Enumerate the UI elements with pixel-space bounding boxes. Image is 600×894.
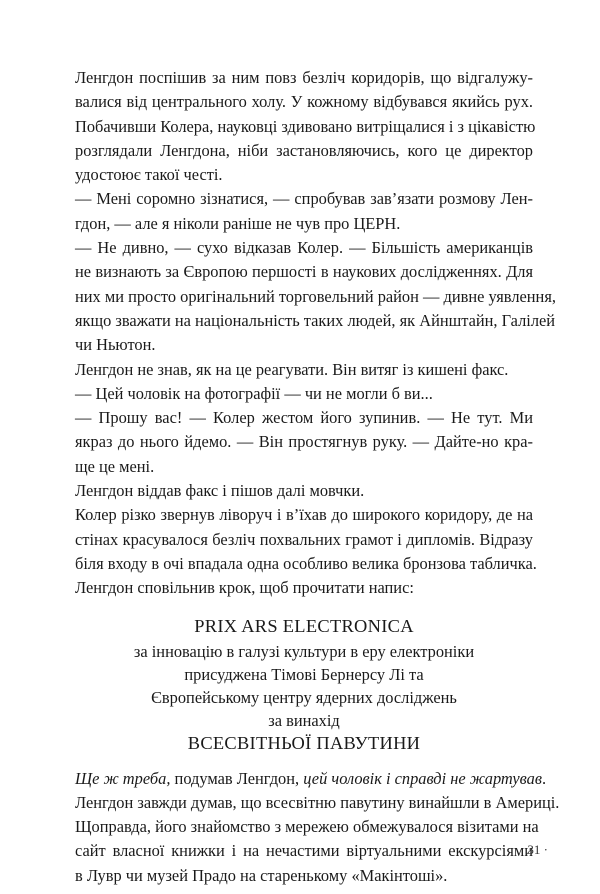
- text-line: Побачивши Колера, науковці здивовано витріщалися і з цікавістю: [75, 116, 536, 136]
- plaque-line-2: присуджена Тімові Бернерсу Лі та: [184, 664, 424, 684]
- plaque-line-3: Європейському центру ядерних досліджень: [151, 687, 457, 707]
- text-line: чи Ньютон.: [75, 335, 156, 355]
- text-line: ще це мені.: [75, 456, 155, 476]
- text-line: — Мені соромно зізнатися, — спробував зав’язати розмову Лен-: [75, 189, 533, 209]
- narration-1: подумав Ленгдон,: [170, 768, 304, 788]
- text-line: них ми просто оригінальний торговельний район — дивне уявлення,: [75, 286, 556, 306]
- plaque-line-4: за винахід: [268, 710, 340, 730]
- closing-first-line: [75, 767, 547, 791]
- closing-line: Ленгдон завжди думав, що всесвітню павутину винайшли в Америці.: [75, 792, 560, 812]
- paragraph: [75, 358, 533, 382]
- text-line: Ленгдон віддав факс і пішов далі мовчки.: [75, 481, 365, 501]
- text-line: удостоює такої честі.: [75, 165, 223, 185]
- paragraph: [75, 406, 533, 479]
- closing-line: сайт власної книжки і на нечастими віртуальними екскурсіями: [75, 841, 533, 861]
- paragraph: [75, 187, 533, 236]
- thought-2: цей чоловік і справді не жартував: [303, 768, 542, 788]
- text-line: — Прошу вас! — Колер жестом його зупинив. — Не тут. Ми: [75, 408, 533, 428]
- text-line: Ленгдон не знав, як на це реагувати. Він витяг із кишені факс.: [75, 359, 509, 379]
- page-number: 31 ·: [527, 842, 548, 857]
- text-line: — Не дивно, — сухо відказав Колер. — Більшість американців: [75, 238, 533, 258]
- plaque-line-5: ВСЕСВІТНЬОЇ ПАВУТИНИ: [187, 732, 421, 753]
- text-line: — Цей чоловік на фотографії — чи не могли б ви...: [75, 383, 433, 403]
- plaque-title: PRIX ARS ELECTRONICA: [194, 615, 414, 636]
- text-line: розглядали Ленгдона, ніби застановляючись, кого це директор: [75, 140, 533, 160]
- text-line: Ленгдон поспішив за ним повз безліч коридорів, що відгалужу-: [75, 68, 533, 87]
- narration-2: .: [541, 768, 547, 788]
- plaque-line-1: за інновацію в галузі культури в еру електроніки: [133, 641, 475, 661]
- closing-line: в Лувр чи музей Прадо на старенькому «Макінтоші».: [75, 865, 448, 885]
- text-line: гдон, — але я ніколи раніше не чув про ЦЕРН.: [75, 213, 401, 233]
- text-line: стінах красувалося безліч похвальних грамот і дипломів. Відразу: [75, 529, 533, 549]
- paragraph: [75, 236, 556, 357]
- paragraph: [75, 66, 536, 187]
- paragraph: [75, 382, 533, 406]
- text-line: Ленгдон сповільнив крок, щоб прочитати напис:: [75, 578, 414, 598]
- text-line: якщо зважати на національність таких людей, як Айнштайн, Галілей: [75, 310, 556, 330]
- text-line: не визнають за Європою першості в наукових дослідженнях. Для: [75, 262, 533, 282]
- bronze-plaque-inscription: [75, 615, 533, 755]
- closing-line: Щоправда, його знайомство з мережею обмежувалося візитами на: [75, 817, 539, 837]
- thought-1: Ще ж треба,: [75, 768, 171, 788]
- text-line: валися від центрального холу. У кожному відбувався якийсь рух.: [75, 92, 533, 112]
- paragraph: [75, 503, 537, 600]
- text-line: Колер різко звернув ліворуч і в’їхав до широкого коридору, де на: [75, 505, 533, 525]
- text-line: біля входу в очі впадала одна особливо велика бронзова табличка.: [75, 553, 537, 573]
- text-line: якраз до нього йдемо. — Він простягнув руку. — Дайте-но кра-: [75, 432, 533, 452]
- body-text: [75, 66, 556, 601]
- paragraph: [75, 479, 533, 503]
